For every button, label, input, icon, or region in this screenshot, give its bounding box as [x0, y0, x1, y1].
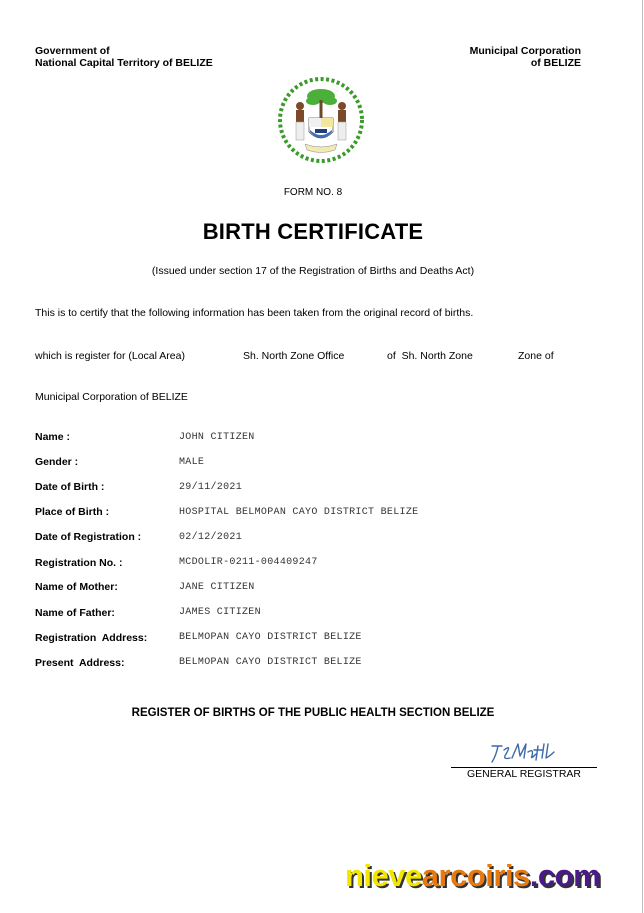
signature-icon: [488, 738, 560, 766]
watermark-part3: .com: [529, 858, 601, 893]
register-zone: of Sh. North Zone: [387, 350, 473, 362]
field-label-mother: Name of Mother:: [35, 581, 118, 593]
field-value-date-of-registration: 02/12/2021: [179, 532, 243, 543]
watermark-part2: arcoiris: [421, 858, 530, 893]
field-value-present-address: BELMOPAN CAYO DISTRICT BELIZE: [179, 657, 362, 668]
coat-of-arms-icon: [275, 74, 367, 166]
document-title: BIRTH CERTIFICATE: [202, 219, 424, 244]
field-value-gender: MALE: [179, 457, 205, 468]
field-label-name: Name :: [35, 431, 71, 443]
document-subtitle: (Issued under section 17 of the Registration of Births and Deaths Act): [151, 265, 475, 277]
field-value-registration-no: MCDOLIR-0211-004409247: [179, 557, 318, 568]
header-government: [35, 45, 213, 69]
field-label-father: Name of Father:: [35, 607, 115, 619]
field-value-place-of-birth: HOSPITAL BELMOPAN CAYO DISTRICT BELIZE: [179, 507, 419, 518]
certify-statement: This is to certify that the following information has been taken from the original record of births.: [35, 307, 474, 319]
page-edge: [642, 0, 643, 913]
form-number: FORM NO. 8: [283, 187, 343, 198]
field-value-date-of-birth: 29/11/2021: [179, 482, 243, 493]
field-value-mother: JANE CITIZEN: [179, 582, 255, 593]
header-right-line1: Municipal Corporation: [469, 45, 581, 57]
field-value-registration-address: BELMOPAN CAYO DISTRICT BELIZE: [179, 632, 362, 643]
field-label-date-of-birth: Date of Birth :: [35, 481, 105, 493]
header-left-line1: Government of: [35, 45, 110, 57]
field-label-registration-no: Registration No. :: [35, 557, 123, 569]
register-footer: REGISTER OF BIRTHS OF THE PUBLIC HEALTH SECTION BELIZE: [131, 707, 495, 719]
header-left-line2: National Capital Territory of BELIZE: [35, 57, 213, 69]
field-label-place-of-birth: Place of Birth :: [35, 506, 110, 518]
field-value-father: JAMES CITIZEN: [179, 607, 261, 618]
header-municipal: [470, 45, 581, 69]
field-label-gender: Gender :: [35, 456, 79, 468]
field-label-date-of-registration: Date of Registration :: [35, 531, 142, 543]
register-local-area: which is register for (Local Area): [35, 350, 185, 362]
register-zone-of: Zone of: [518, 350, 554, 362]
field-label-present-address: Present Address:: [35, 657, 125, 669]
watermark-logo: [345, 858, 600, 894]
field-label-registration-address: Registration Address:: [35, 632, 148, 644]
header-right-line2: of BELIZE: [530, 57, 581, 69]
registrar-title: GENERAL REGISTRAR: [467, 768, 581, 780]
municipal-corporation-line: Municipal Corporation of BELIZE: [35, 391, 188, 403]
watermark-part1: nieve: [345, 858, 422, 893]
register-zone-office: Sh. North Zone Office: [243, 350, 345, 362]
field-value-name: JOHN CITIZEN: [179, 432, 255, 443]
